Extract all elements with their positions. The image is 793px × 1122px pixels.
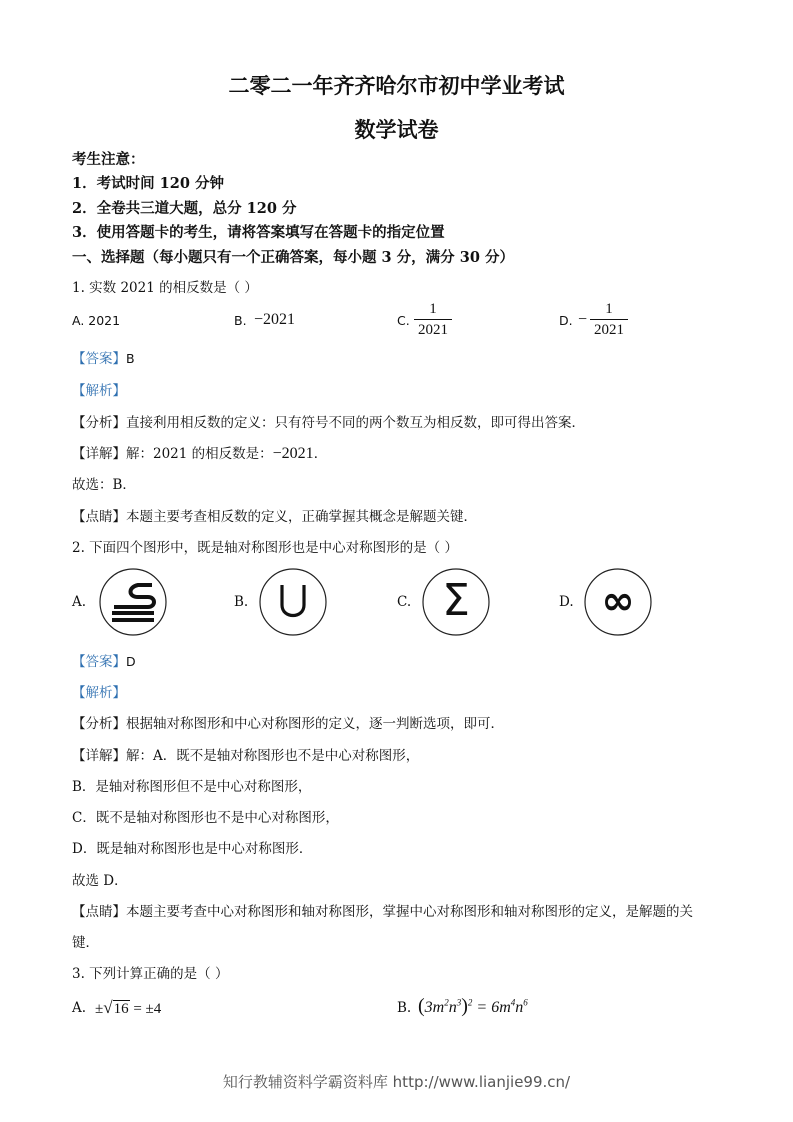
xiangjie-prefix: 【详解】解：2021 的相反数是： [72,446,273,462]
infinity-glyph: ∞ [601,578,635,624]
q1-option-d-fraction [590,300,628,339]
answer-tag: 【答案】 [72,351,126,367]
q1-dianjing: 【点睛】本题主要考查相反数的定义，正确掌握其概念是解题关键． [72,509,477,525]
sigma-glyph: Σ [442,575,470,626]
q1-option-b-label: B. [234,313,247,328]
question-2-stem: 2. 下面四个图形中，既是轴对称图形也是中心对称图形的是（ ） [72,540,458,556]
q2-option-d-label: D. [559,594,574,610]
q3-option-b-label: B. [397,1000,412,1016]
q2-option-a-label: A. [72,594,87,610]
q2-xiangjie: 【详解】解：A．既不是轴对称图形也不是中心对称图形， [72,748,420,764]
q1-answer [72,347,135,367]
q1-option-b-value: −2021 [254,311,296,328]
notice-item: 3．使用答题卡的考生，请将答案填写在答题卡的指定位置 [72,224,445,241]
fraction-denominator: 2021 [594,322,624,338]
page-subtitle: 数学试卷 [354,117,439,142]
outer-exponent: 2 [467,997,473,1008]
q1-option-c-label: C. [397,313,410,328]
q2-conclusion: 故选 D． [72,873,128,889]
q2-option-c-label: C. [397,594,412,610]
q1-option-a: A. 2021 [72,313,121,328]
answer-tag: 【答案】 [72,654,126,670]
exponent: 4 [510,997,516,1008]
rhs-term: = 6m [476,999,511,1016]
fraction-bar [590,319,628,320]
section-heading: 一、选择题（每小题只有一个正确答案，每小题 3 分，满分 30 分） [72,249,514,266]
q2-line-d: D．既是轴对称图形也是中心对称图形． [72,841,313,857]
xiangjie-value: −2021 [272,445,314,462]
term-base: 3m [424,999,445,1016]
q1-option-c-fraction [414,300,452,339]
exponent: 2 [444,997,449,1008]
q2-line-b: B．是轴对称图形但不是中心对称图形， [72,779,312,795]
q2-dianjing-line2: 键． [72,935,99,951]
q2-option-c-sigma-icon [421,567,491,637]
fraction-numerator: 1 [429,301,437,317]
q2-fenxi: 【分析】根据轴对称图形和中心对称图形的定义，逐一判断选项，即可． [72,716,504,732]
exponent: 6 [523,997,528,1008]
radicand: 16 [113,1001,129,1017]
xiangjie-suffix: ． [313,446,328,462]
plus-minus: ± [95,1001,104,1017]
q1-option-d-sign: − [578,311,588,328]
left-paren: ( [418,995,425,1017]
answer-value: D [126,654,136,669]
q2-option-a-symbol-icon [98,567,168,637]
q3-option-b-expr [418,995,528,1018]
q3-option-a-label: A. [72,1000,87,1016]
q3-option-a-expr [95,998,161,1018]
q2-analysis-tag: 【解析】 [72,685,126,701]
fraction-numerator: 1 [605,301,613,317]
answer-value: B [126,351,135,366]
option-a-rhs: = ±4 [133,1001,162,1017]
q2-option-b-label: B. [234,594,249,610]
q2-line-c: C．既不是轴对称图形也不是中心对称图形， [72,810,339,826]
question-1-stem: 1. 实数 2021 的相反数是（ ） [72,280,258,296]
page-title: 二零二一年齐齐哈尔市初中学业考试 [228,73,565,98]
q2-answer [72,650,136,670]
fraction-denominator: 2021 [418,322,448,338]
q1-analysis-tag: 【解析】 [72,383,126,399]
q2-option-b-union-icon [258,567,328,637]
notice-item: 1．考试时间 120 分钟 [72,175,224,192]
rhs-n: n [515,999,524,1016]
right-paren: ) [461,995,468,1017]
q1-xiangjie [72,442,327,463]
term-n: n [448,999,457,1016]
footer-watermark: 知行教辅资料学霸资料库 http://www.lianjie99.cn/ [222,1073,571,1091]
exponent: 3 [456,997,462,1008]
radical-sign: √ [103,998,113,1017]
q2-dianjing-line1: 【点睛】本题主要考查中心对称图形和轴对称图形，掌握中心对称图形和轴对称图形的定义，是解题的关 [72,904,693,920]
q2-option-d-infinity-icon [583,567,653,637]
notice-heading: 考生注意： [72,151,145,168]
q1-conclusion: 故选：B． [72,477,136,493]
question-3-stem: 3. 下列计算正确的是（ ） [72,966,229,982]
notice-item: 2．全卷共三道大题，总分 120 分 [72,200,297,217]
q1-option-d-label: D. [559,313,573,328]
q1-fenxi: 【分析】直接利用相反数的定义：只有符号不同的两个数互为相反数，即可得出答案． [72,415,585,431]
fraction-bar [414,319,452,320]
